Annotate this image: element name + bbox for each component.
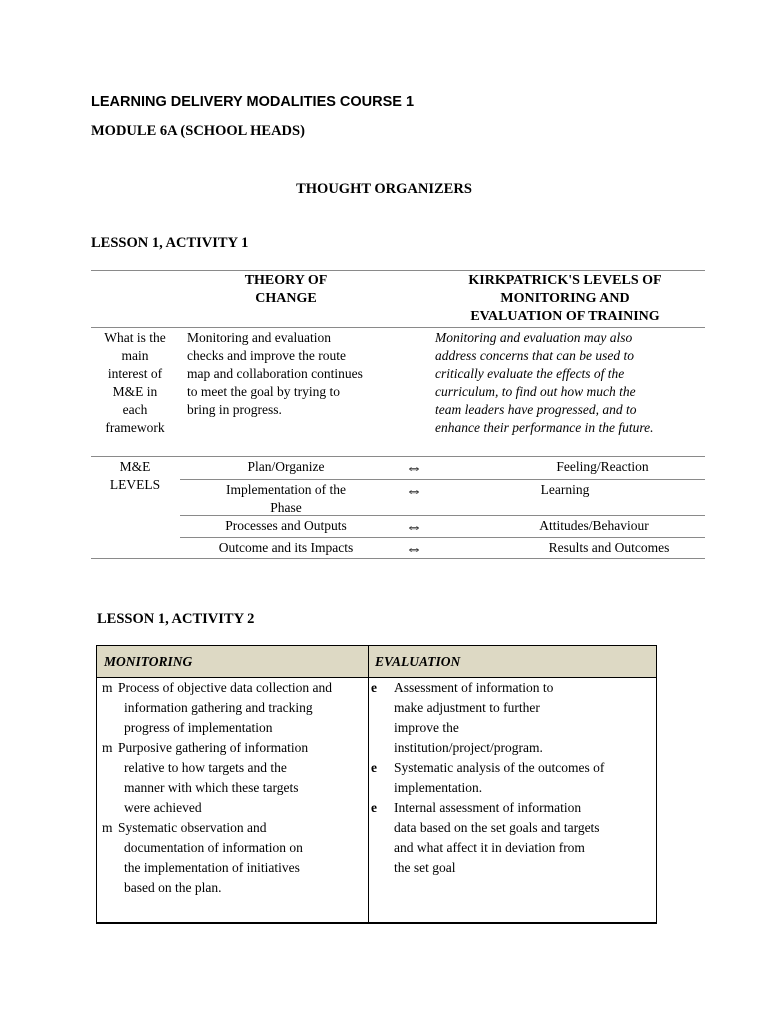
- bullet-icon: m: [102, 680, 113, 695]
- bullet-icon: e: [371, 800, 377, 815]
- double-arrow-icon: ⇔: [405, 539, 423, 558]
- kirkpatrick-header: KIRKPATRICK'S LEVELS OF MONITORING AND EVALUATION OF TRAINING: [468, 273, 662, 324]
- row-label-interest: What is the main interest of M&E in each framework: [104, 330, 166, 435]
- activity1-heading: LESSON 1, ACTIVITY 1: [91, 235, 249, 251]
- double-arrow-icon: ⇔: [405, 517, 423, 536]
- table-rule: [180, 515, 705, 516]
- table-rule: [91, 327, 705, 328]
- module-title: MODULE 6A (SCHOOL HEADS): [91, 123, 305, 139]
- toc-interest-text: Monitoring and evaluation checks and improve the route map and collaboration continues to meet the goal by trying to bring in progress.: [187, 330, 363, 417]
- toc-header: THEORY OF CHANGE: [244, 273, 328, 306]
- level-toc: Implementation of the Phase: [226, 482, 346, 515]
- monitoring-header: MONITORING: [104, 654, 193, 669]
- bullet-icon: e: [371, 680, 377, 695]
- table-rule: [91, 270, 705, 271]
- section-title: THOUGHT ORGANIZERS: [296, 181, 472, 197]
- level-kirkpatrick: Learning: [540, 482, 590, 497]
- level-kirkpatrick: Feeling/Reaction: [556, 459, 649, 474]
- bullet-icon: e: [371, 760, 377, 775]
- column-divider: [368, 646, 369, 922]
- kirkpatrick-interest-text: Monitoring and evaluation may also address concerns that can be used to critically evaluate the effects of the curriculum, to find out how much the team leaders have progressed, and to enhance their performance in the future.: [435, 330, 654, 435]
- row-label-levels: M&E LEVELS: [109, 459, 161, 492]
- activity2-heading: LESSON 1, ACTIVITY 2: [97, 611, 255, 627]
- bullet-icon: m: [102, 740, 113, 755]
- table-rule: [91, 558, 705, 559]
- level-kirkpatrick: Results and Outcomes: [548, 540, 670, 555]
- table-rule: [91, 456, 705, 457]
- table-rule: [180, 479, 705, 480]
- course-title: LEARNING DELIVERY MODALITIES COURSE 1: [91, 94, 415, 110]
- table-rule: [180, 537, 705, 538]
- level-kirkpatrick: Attitudes/Behaviour: [539, 518, 649, 533]
- evaluation-header: EVALUATION: [375, 654, 461, 669]
- level-toc: Plan/Organize: [247, 459, 325, 474]
- bullet-icon: m: [102, 820, 113, 835]
- double-arrow-icon: ⇔: [405, 458, 423, 477]
- activity2-table: MONITORING EVALUATION m Process of objective data collection and information gathering and tracking progress of implementation m Purposive gathering of information relative to how targets and the manner with which these targets were achieved m Systematic observation and documentation of information on the implementation of initiatives based on the plan. e Assessment of information to make adjustment to further improve the institution/project/program. e Systematic analysis of the outcomes of implementation. e Internal assessment of information data based on the set goals and targets and what affect it in deviation from the set goal: [96, 645, 657, 924]
- double-arrow-icon: ⇔: [405, 481, 423, 500]
- level-toc: Processes and Outputs: [225, 518, 347, 533]
- level-toc: Outcome and its Impacts: [218, 540, 354, 555]
